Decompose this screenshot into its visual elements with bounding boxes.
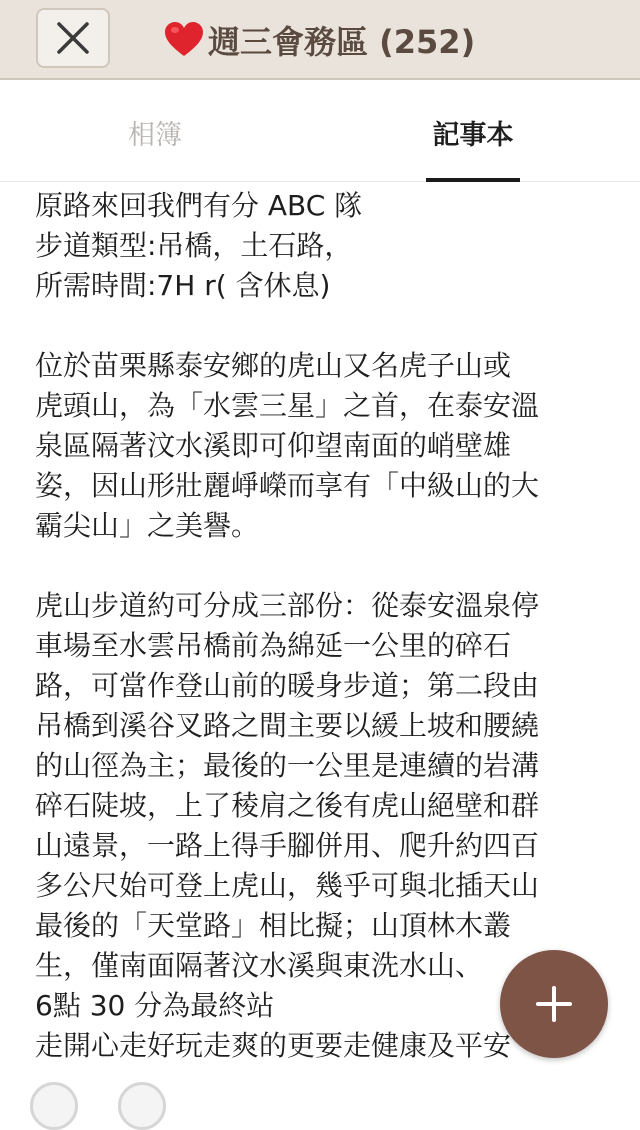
close-button[interactable]: [36, 8, 110, 68]
heart-icon: [164, 22, 204, 58]
blank-line: [35, 546, 595, 586]
tab-notes[interactable]: 記事本: [432, 119, 514, 151]
top-bar: [0, 0, 640, 80]
note-line: 6點 30 分為最終站: [35, 989, 275, 1022]
note-line: 多公尺始可登上虎山，幾乎可與北插天山: [35, 869, 540, 902]
note-line: 霸尖山」之美譽。: [35, 509, 260, 542]
title-text: 週三會務區 (252): [208, 23, 476, 61]
note-line: 原路來回我們有分 ABC 隊: [35, 189, 363, 222]
add-button[interactable]: [500, 950, 608, 1058]
note-line: 碎石陡坡，上了稜肩之後有虎山絕壁和群: [35, 789, 540, 822]
note-content: [35, 186, 595, 1066]
close-icon: [55, 20, 91, 56]
tab-album[interactable]: 相簿: [128, 119, 182, 151]
note-line: 吊橋到溪谷叉路之間主要以緩上坡和腰繞: [35, 709, 540, 742]
note-line: 虎山步道約可分成三部份：從泰安溫泉停: [35, 589, 540, 622]
note-line: 路，可當作登山前的暖身步道；第二段由: [35, 669, 540, 702]
note-line: 泉區隔著汶水溪即可仰望南面的峭壁雄: [35, 429, 512, 462]
note-line: 位於苗栗縣泰安鄉的虎山又名虎子山或: [35, 349, 512, 382]
note-line: 虎頭山，為「水雲三星」之首，在泰安溫: [35, 389, 540, 422]
blank-line: [35, 306, 595, 346]
note-line: 車場至水雲吊橋前為綿延一公里的碎石: [35, 629, 512, 662]
note-line: 的山徑為主；最後的一公里是連續的岩溝: [35, 749, 540, 782]
plus-icon: [534, 984, 574, 1024]
avatar[interactable]: [30, 1082, 78, 1130]
avatar[interactable]: [118, 1082, 166, 1130]
note-line: 所需時間:7H r( 含休息): [35, 269, 331, 302]
active-tab-indicator: [426, 178, 520, 182]
note-line: 姿，因山形壯麗崢嶸而享有「中級山的大: [35, 469, 540, 502]
note-line: 最後的「天堂路」相比擬；山頂林木叢: [35, 909, 512, 942]
note-line: 走開心走好玩走爽的更要走健康及平安: [35, 1029, 512, 1062]
note-line: 山遠景，一路上得手腳併用、爬升約四百: [35, 829, 540, 862]
tab-bar: [0, 82, 640, 182]
note-line: 生，僅南面隔著汶水溪與東洗水山、: [35, 949, 484, 982]
note-line: 步道類型:吊橋，土石路，: [35, 229, 353, 262]
page-title: [164, 16, 475, 64]
